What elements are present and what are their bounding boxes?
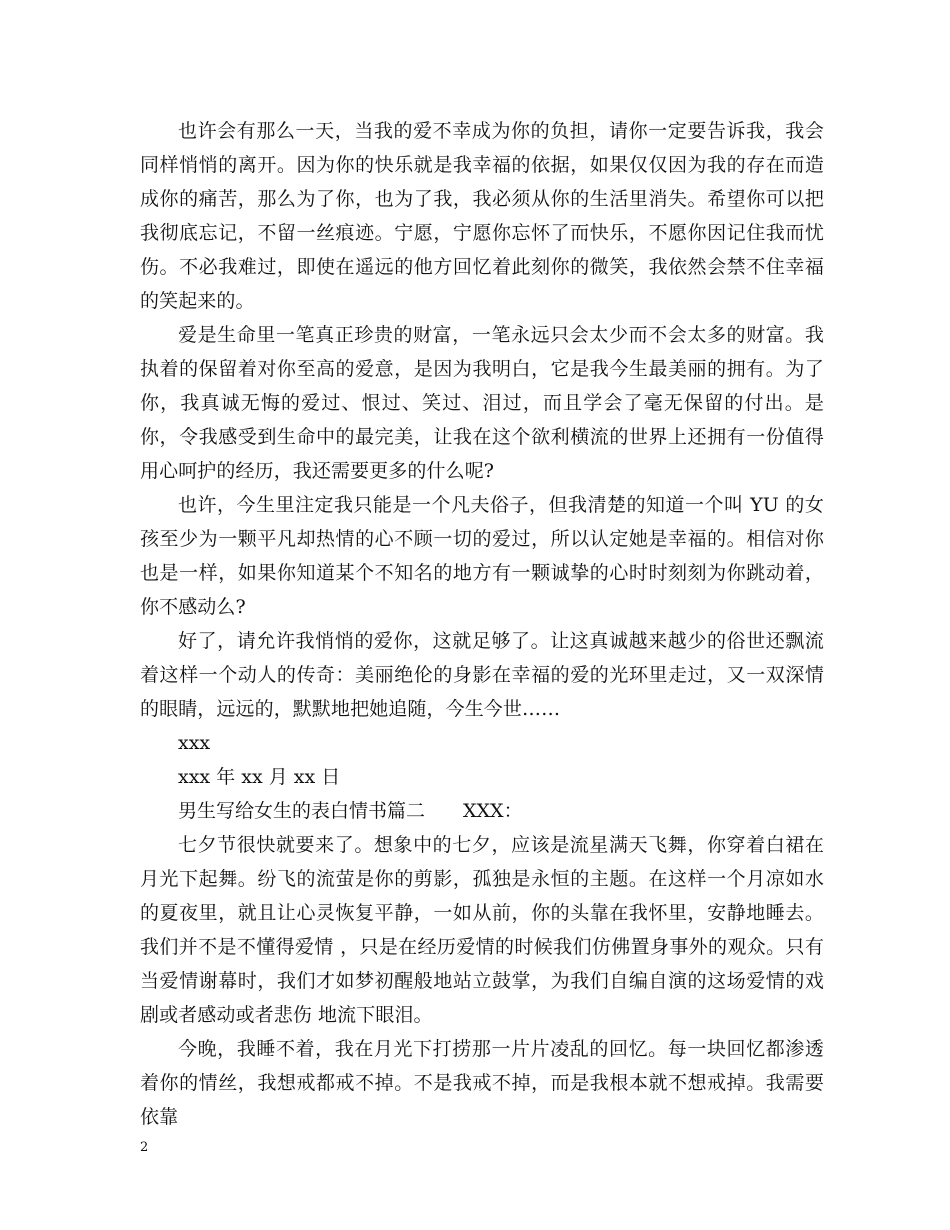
date-line: xxx 年 xx 月 xx 日	[178, 766, 341, 788]
section-heading: 男生写给女生的表白情书篇二 XXX：	[178, 800, 523, 822]
paragraph-4: 好了，请允许我悄悄的爱你，这就足够了。让这真诚越来越少的俗世还飘流着这样一个动人的传奇：美丽绝伦的身影在幸福的爱的光环里走过，又一双深情的眼睛，远远的，默默地把她追随，今生今世……	[140, 630, 824, 720]
paragraph-3: 也许，今生里注定我只能是一个凡夫俗子，但我清楚的知道一个叫 YU 的女孩至少为一颗平凡却热情的心不顾一切的爱过，所以认定她是幸福的。相信对你也是一样，如果你知道某个不知名的地方有一颗诚挚的心时时刻刻为你跳动着，你不感动么?	[140, 494, 824, 618]
document-body	[140, 114, 824, 1134]
paragraph-5: 七夕节很快就要来了。想象中的七夕，应该是流星满天飞舞，你穿着白裙在月光下起舞。纷飞的流萤是你的剪影，孤独是永恒的主题。在这样一个月凉如水的夏夜里，就且让心灵恢复平静，一如从前，你的头靠在我怀里，安静地睡去。我们并不是不懂得爱情 ，只是在经历爱情的时候我们仿佛置身事外的观众。只有当爱情谢幕时，我们才如梦初醒般地站立鼓掌，为我们自编自演的这场爱情的戏剧或者感动或者悲伤 地流下眼泪。	[140, 834, 824, 1026]
page-number: 2	[140, 1140, 149, 1155]
paragraph-2: 爱是生命里一笔真正珍贵的财富，一笔永远只会太少而不会太多的财富。我执着的保留着对你至高的爱意，是因为我明白，它是我今生最美丽的拥有。为了你，我真诚无悔的爱过、恨过、笑过、泪过，而且学会了毫无保留的付出。是你，令我感受到生命中的最完美，让我在这个欲利横流的世界上还拥有一份值得用心呵护的经历，我还需要更多的什么呢?	[140, 324, 824, 482]
paragraph-1: 也许会有那么一天，当我的爱不幸成为你的负担，请你一定要告诉我，我会同样悄悄的离开。因为你的快乐就是我幸福的依据，如果仅仅因为我的存在而造成你的痛苦，那么为了你，也为了我，我必须从你的生活里消失。希望你可以把我彻底忘记，不留一丝痕迹。宁愿，宁愿你忘怀了而快乐，不愿你因记住我而忧伤。不必我难过，即使在遥远的他方回忆着此刻你的微笑，我依然会禁不住幸福的笑起来的。	[140, 120, 824, 312]
signature: xxx	[178, 732, 211, 754]
paragraph-6: 今晚，我睡不着，我在月光下打捞那一片片凌乱的回忆。每一块回忆都渗透着你的情丝，我想戒都戒不掉。不是我戒不掉，而是我根本就不想戒掉。我需要依靠	[140, 1038, 824, 1128]
